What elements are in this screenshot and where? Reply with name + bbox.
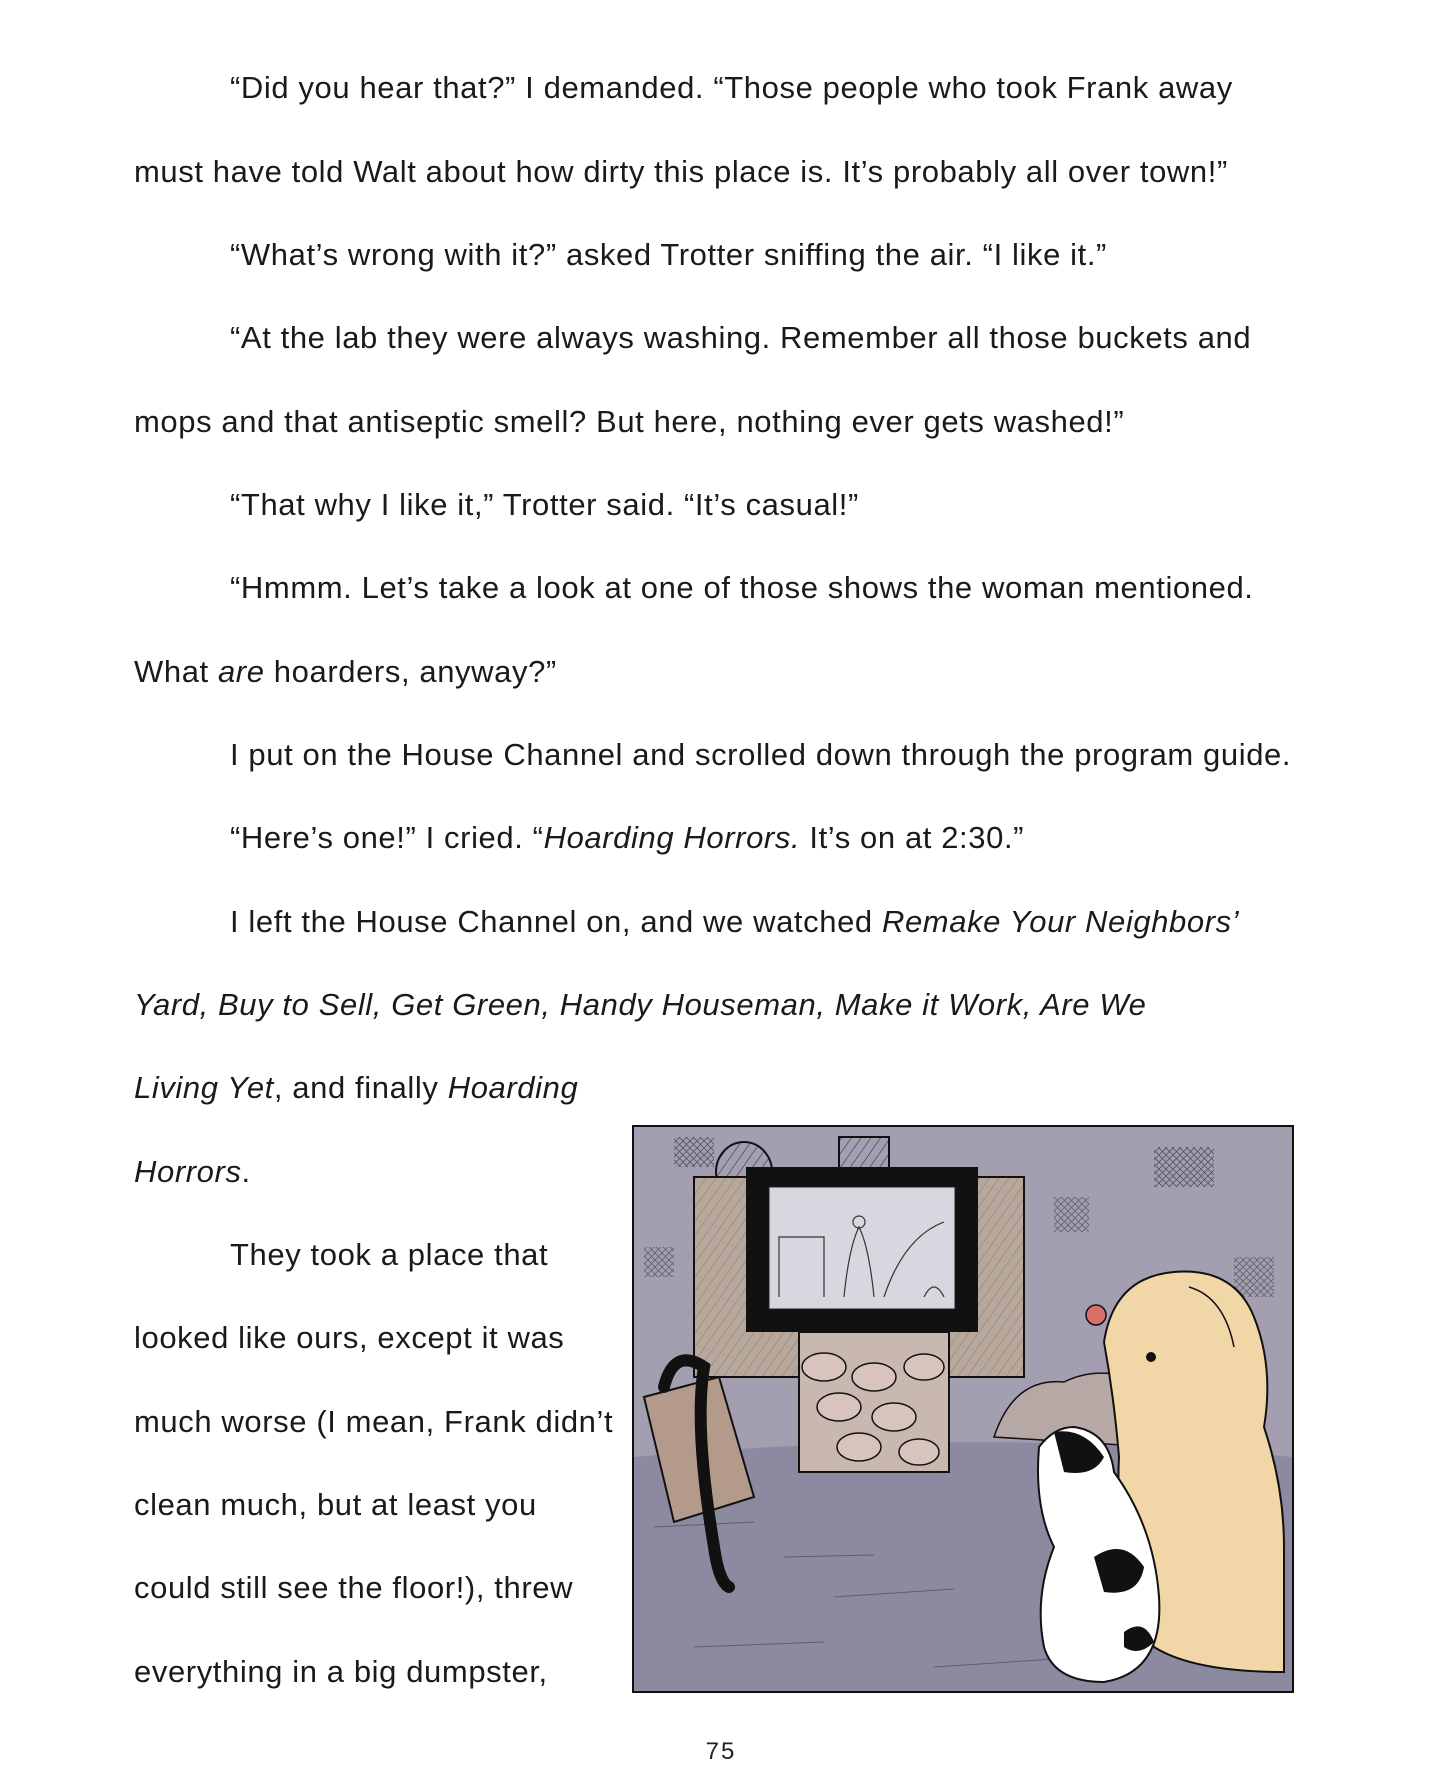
text-line-15: They took a place that bbox=[230, 1237, 549, 1272]
text-line-5: mops and that antiseptic smell? But here, nothing ever gets washed!” bbox=[134, 404, 1125, 439]
text-line-18: clean much, but at least you bbox=[134, 1487, 537, 1522]
text-line-10: “Here’s one!” I cried. “Hoarding Horrors. It’s on at 2:30.” bbox=[230, 820, 1025, 855]
text-line-1: “Did you hear that?” I demanded. “Those people who took Frank away bbox=[230, 70, 1233, 105]
text-line-20: everything in a big dumpster, bbox=[134, 1654, 548, 1689]
text-line-19: could still see the floor!), threw bbox=[134, 1570, 574, 1605]
text-line-4: “At the lab they were always washing. Remember all those buckets and bbox=[230, 320, 1252, 355]
text-line-16: looked like ours, except it was bbox=[134, 1320, 565, 1355]
dog-eye bbox=[1146, 1352, 1156, 1362]
text-line-8: What are hoarders, anyway?” bbox=[134, 654, 557, 689]
text-line-13: Living Yet, and finally Hoarding bbox=[134, 1070, 579, 1105]
text-line-11: I left the House Channel on, and we watched Remake Your Neighbors’ bbox=[230, 904, 1240, 939]
page-number: 75 bbox=[705, 1738, 737, 1765]
text-line-7: “Hmmm. Let’s take a look at one of those shows the woman mentioned. bbox=[230, 570, 1254, 605]
tv-screen bbox=[769, 1187, 955, 1309]
text-line-17: much worse (I mean, Frank didn’t bbox=[134, 1404, 614, 1439]
text-line-6: “That why I like it,” Trotter said. “It’s casual!” bbox=[230, 487, 859, 522]
illustration-dog-cat-watching-tv bbox=[632, 1125, 1294, 1693]
text-line-12: Yard, Buy to Sell, Get Green, Handy Houseman, Make it Work, Are We bbox=[134, 987, 1147, 1022]
text-line-2: must have told Walt about how dirty this place is. It’s probably all over town!” bbox=[134, 154, 1228, 189]
text-line-9: I put on the House Channel and scrolled down through the program guide. bbox=[230, 737, 1292, 772]
dog-nose bbox=[1086, 1305, 1106, 1325]
text-line-14: Horrors. bbox=[134, 1154, 251, 1189]
text-line-3: “What’s wrong with it?” asked Trotter sniffing the air. “I like it.” bbox=[230, 237, 1107, 272]
